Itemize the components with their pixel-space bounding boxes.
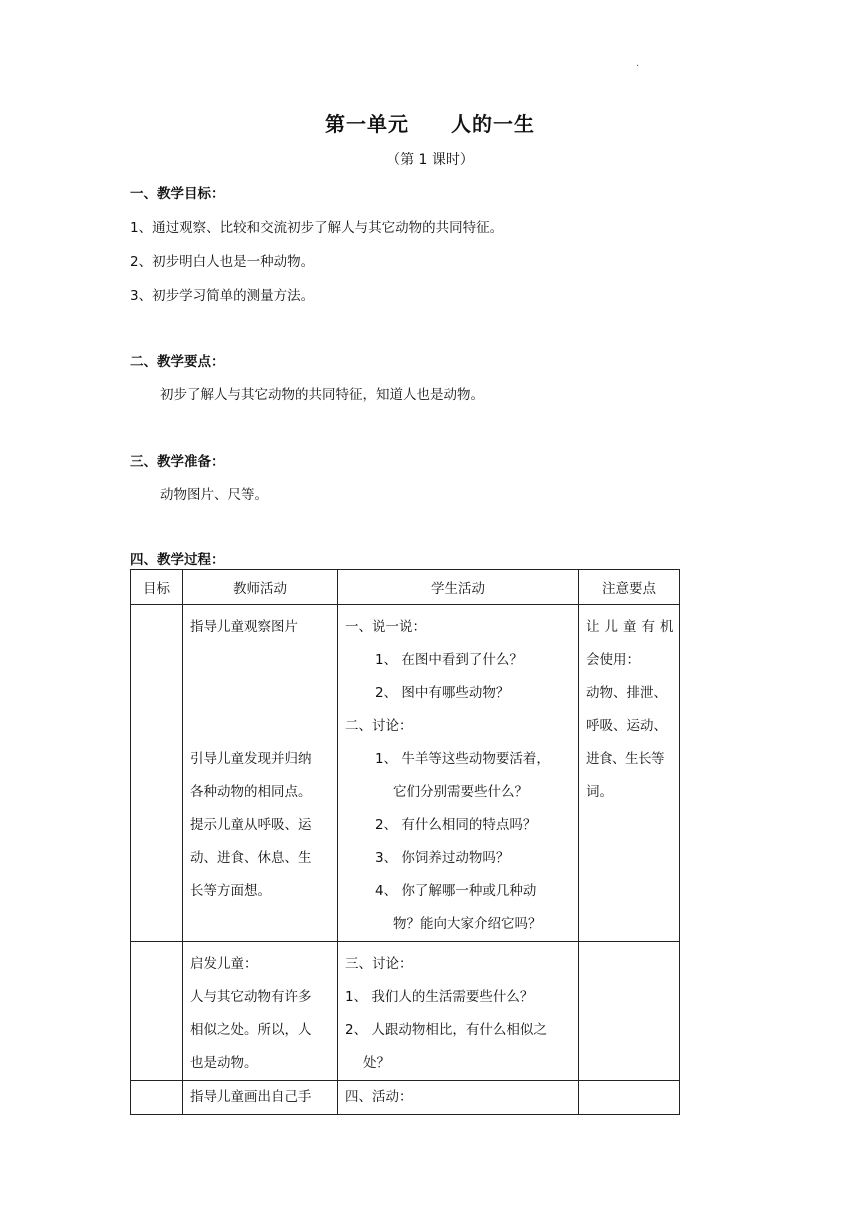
notes-cell bbox=[579, 605, 680, 942]
teacher-line: 提示儿童从呼吸、运 bbox=[190, 817, 312, 833]
teaching-process-table bbox=[130, 569, 680, 1115]
table-header-row bbox=[131, 570, 680, 605]
teacher-line: 相似之处。所以，人 bbox=[190, 1022, 312, 1038]
key-points-text: 初步了解人与其它动物的共同特征，知道人也是动物。 bbox=[160, 387, 484, 403]
student-activity-cell bbox=[338, 942, 579, 1081]
teacher-line: 指导儿童画出自己手 bbox=[190, 1089, 312, 1105]
teacher-line bbox=[190, 710, 331, 743]
header-notes: 注意要点 bbox=[579, 570, 680, 605]
goal-item: 1、通过观察、比较和交流初步了解人与其它动物的共同特征。 bbox=[130, 220, 504, 236]
student-activity-cell bbox=[338, 605, 579, 942]
student-line: 物？能向大家介绍它吗？ bbox=[393, 916, 542, 932]
goal-item: 3、初步学习简单的测量方法。 bbox=[130, 288, 315, 304]
student-line: 1、 牛羊等这些动物要活着， bbox=[375, 751, 550, 767]
note-line: 词。 bbox=[586, 784, 613, 800]
student-line: 3、 你饲养过动物吗？ bbox=[375, 850, 510, 866]
teacher-line: 也是动物。 bbox=[190, 1055, 258, 1071]
student-line: 一、说一说： bbox=[345, 619, 426, 635]
page-title: 第一单元 人的一生 bbox=[325, 112, 535, 136]
note-line: 进食、生长等 bbox=[586, 751, 664, 767]
teacher-line: 长等方面想。 bbox=[190, 883, 271, 899]
lesson-subtitle: （第 1 课时） bbox=[386, 152, 474, 168]
teacher-line: 启发儿童： bbox=[190, 956, 258, 972]
teacher-line: 各种动物的相同点。 bbox=[190, 784, 312, 800]
preparation-heading: 三、教学准备： bbox=[130, 454, 225, 470]
student-line: 三、讨论： bbox=[345, 956, 413, 972]
notes-cell bbox=[579, 942, 680, 1081]
student-line: 1、 我们人的生活需要些什么？ bbox=[345, 989, 534, 1005]
teacher-line bbox=[190, 644, 331, 677]
page-mark: . bbox=[636, 58, 640, 69]
student-activity-cell bbox=[338, 1081, 579, 1115]
header-teacher-activity: 教师活动 bbox=[183, 570, 338, 605]
teacher-line: 人与其它动物有许多 bbox=[190, 989, 312, 1005]
key-points-heading: 二、教学要点： bbox=[130, 354, 225, 370]
teacher-activity-cell bbox=[183, 1081, 338, 1115]
header-student-activity: 学生活动 bbox=[338, 570, 579, 605]
student-line: 4、 你了解哪一种或几种动 bbox=[375, 883, 537, 899]
header-goal: 目标 bbox=[131, 570, 183, 605]
table-row bbox=[131, 605, 680, 942]
goal-item: 2、初步明白人也是一种动物。 bbox=[130, 254, 315, 270]
teacher-activity-cell bbox=[183, 605, 338, 942]
note-line: 呼吸、运动、 bbox=[586, 718, 667, 734]
student-line: 四、活动： bbox=[345, 1089, 413, 1105]
student-line: 二、讨论： bbox=[345, 718, 413, 734]
goals-heading: 一、教学目标： bbox=[130, 186, 225, 202]
note-line: 让儿童有机 bbox=[586, 619, 679, 635]
process-heading: 四、教学过程： bbox=[130, 552, 225, 568]
student-line: 2、 图中有哪些动物？ bbox=[375, 685, 510, 701]
table-row bbox=[131, 1081, 680, 1115]
note-line: 会使用： bbox=[586, 652, 640, 668]
student-line: 处？ bbox=[363, 1055, 390, 1071]
student-line: 2、 有什么相同的特点吗？ bbox=[375, 817, 537, 833]
student-line: 它们分别需要些什么？ bbox=[393, 784, 528, 800]
goal-cell bbox=[131, 605, 183, 942]
student-line: 1、 在图中看到了什么？ bbox=[375, 652, 523, 668]
teacher-line: 动、进食、休息、生 bbox=[190, 850, 312, 866]
note-line: 动物、排泄、 bbox=[586, 685, 667, 701]
student-line: 2、 人跟动物相比，有什么相似之 bbox=[345, 1022, 547, 1038]
preparation-text: 动物图片、尺等。 bbox=[160, 487, 268, 503]
goal-cell bbox=[131, 942, 183, 1081]
teacher-line: 指导儿童观察图片 bbox=[190, 619, 298, 635]
teacher-activity-cell bbox=[183, 942, 338, 1081]
table-row bbox=[131, 942, 680, 1081]
teacher-line bbox=[190, 677, 331, 710]
teacher-line: 引导儿童发现并归纳 bbox=[190, 751, 312, 767]
goal-cell bbox=[131, 1081, 183, 1115]
notes-cell bbox=[579, 1081, 680, 1115]
